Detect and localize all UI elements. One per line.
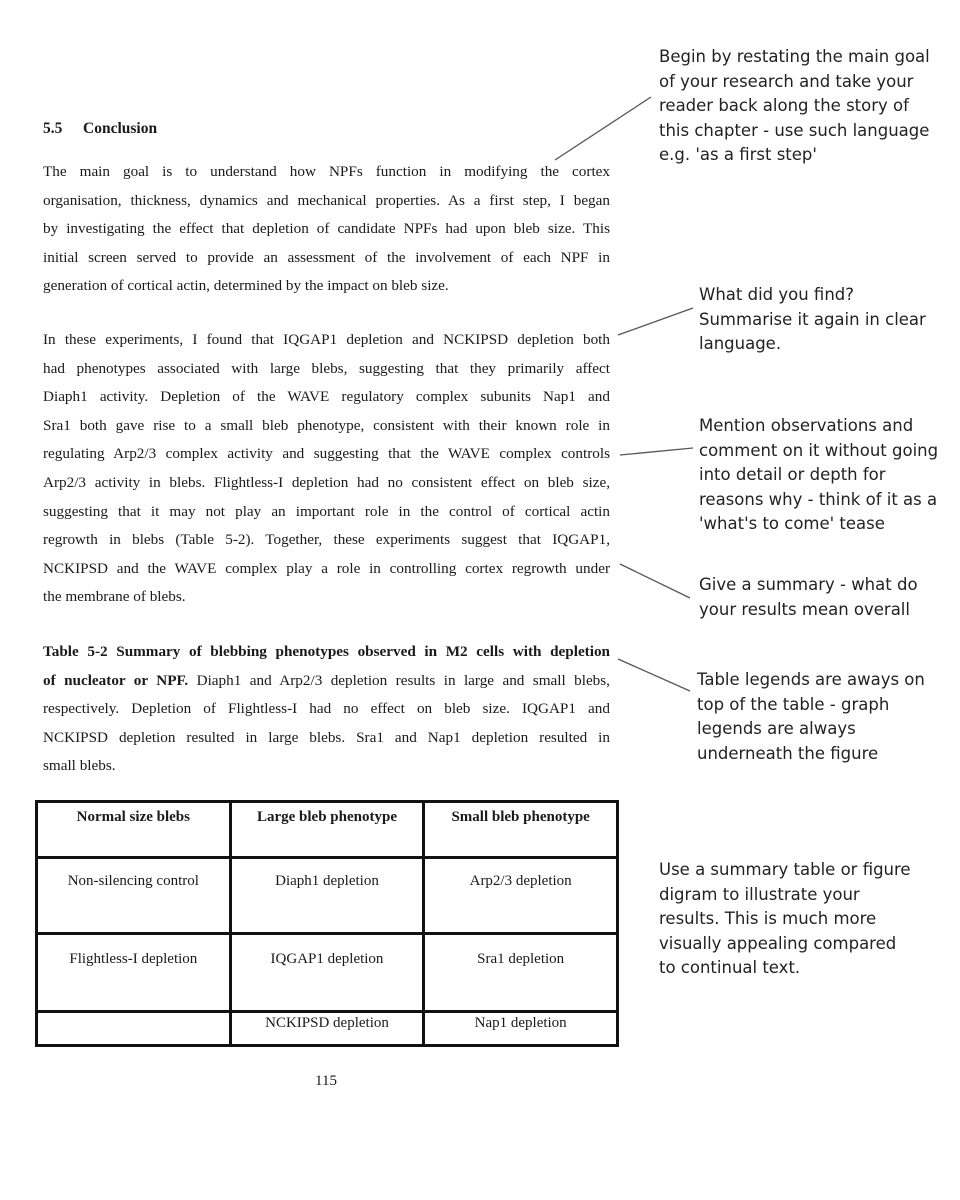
annotation-table-legend: Table legends are aways on top of the table - graph legends are always underneath the figure (697, 670, 925, 763)
text-line: NCKIPSD depletion resulted in large blebs. Sra1 and Nap1 depletion resulted in (43, 728, 610, 746)
annotation-findings: What did you find? Summarise it again in clear language. (699, 285, 926, 354)
text-line: regulating Arp2/3 complex activity and suggesting that the WAVE complex controls (43, 445, 610, 463)
connector-line (555, 97, 651, 160)
text-line: In these experiments, I found that IQGAP1 depletion and NCKIPSD depletion both (43, 331, 610, 348)
annotation-summary-table: Use a summary table or figure digram to illustrate your results. This is much more visually appealing compared to continual text. (659, 860, 911, 978)
section-number: 5.5 (43, 120, 63, 137)
page-number: 115 (315, 1073, 337, 1089)
header-cell: Large bleb phenotype (230, 802, 424, 858)
text-line: Arp2/3 activity in blebs. Flightless-I depletion had no consistent effect on bleb size, (43, 473, 610, 491)
annotation-observations: Mention observations and comment on it without going into detail or depth for reasons why - think of it as a 'what's to come' tease (699, 416, 939, 534)
text-line: Diaph1 activity. Depletion of the WAVE regulatory complex subunits Nap1 and (43, 388, 610, 406)
text-line: NCKIPSD and the WAVE complex play a role in controlling cortex regrowth under (43, 559, 610, 577)
legend-title: Table 5-2 Summary of blebbing phenotypes observed in M2 cells with depletion (43, 643, 610, 660)
text-line: respectively. Depletion of Flightless-I had no effect on bleb size. IQGAP1 and (43, 700, 610, 718)
table-cell: Nap1 depletion (424, 1012, 618, 1046)
text-line: small blebs. (43, 757, 116, 775)
connector-line (620, 448, 693, 455)
annotation-summary: Give a summary - what do your results mean overall (699, 575, 918, 619)
header-cell: Small bleb phenotype (424, 802, 618, 858)
header-cell: Normal size blebs (37, 802, 231, 858)
annotation-restate-goal: Begin by restating the main goal of your research and take your reader back along the story of this chapter - use such language e.g. 'as a first step' (659, 47, 930, 165)
table-cell: NCKIPSD depletion (230, 1012, 424, 1046)
connector-line (618, 308, 693, 335)
text-line: by investigating the effect that depletion of candidate NPFs had upon bleb size. This (43, 220, 610, 238)
table-cell: Sra1 depletion (424, 934, 618, 1012)
text-line: initial screen served to provide an assessment of the involvement of each NPF in (43, 248, 610, 266)
text-line: the membrane of blebs. (43, 588, 186, 606)
legend-text: Diaph1 and Arp2/3 depletion results in large and small blebs, (188, 671, 610, 689)
table-cell: IQGAP1 depletion (230, 934, 424, 1012)
text-line: regrowth in blebs (Table 5-2). Together, these experiments suggest that IQGAP1, (43, 531, 610, 549)
text-line: had phenotypes associated with large blebs, suggesting that they primarily affect (43, 359, 610, 377)
text-line: organisation, thickness, dynamics and mechanical properties. As a first step, I began (43, 191, 610, 209)
section-title: Conclusion (83, 120, 158, 137)
text-line: generation of cortical actin, determined by the impact on bleb size. (43, 277, 449, 295)
table-cell: Non-silencing control (37, 858, 231, 934)
connector-line (620, 564, 690, 598)
connector-line (618, 659, 690, 691)
table-cell: Arp2/3 depletion (424, 858, 618, 934)
text-line: The main goal is to understand how NPFs function in modifying the cortex (43, 163, 610, 180)
table-cell: Diaph1 depletion (230, 858, 424, 934)
legend-title-cont: of nucleator or NPF. (43, 671, 189, 689)
table-cell: Flightless-I depletion (37, 934, 231, 1012)
text-line: Sra1 both gave rise to a small bleb phenotype, consistent with their known role in (43, 416, 610, 434)
text-line: suggesting that it may not play an important role in the control of cortical actin (43, 502, 610, 520)
